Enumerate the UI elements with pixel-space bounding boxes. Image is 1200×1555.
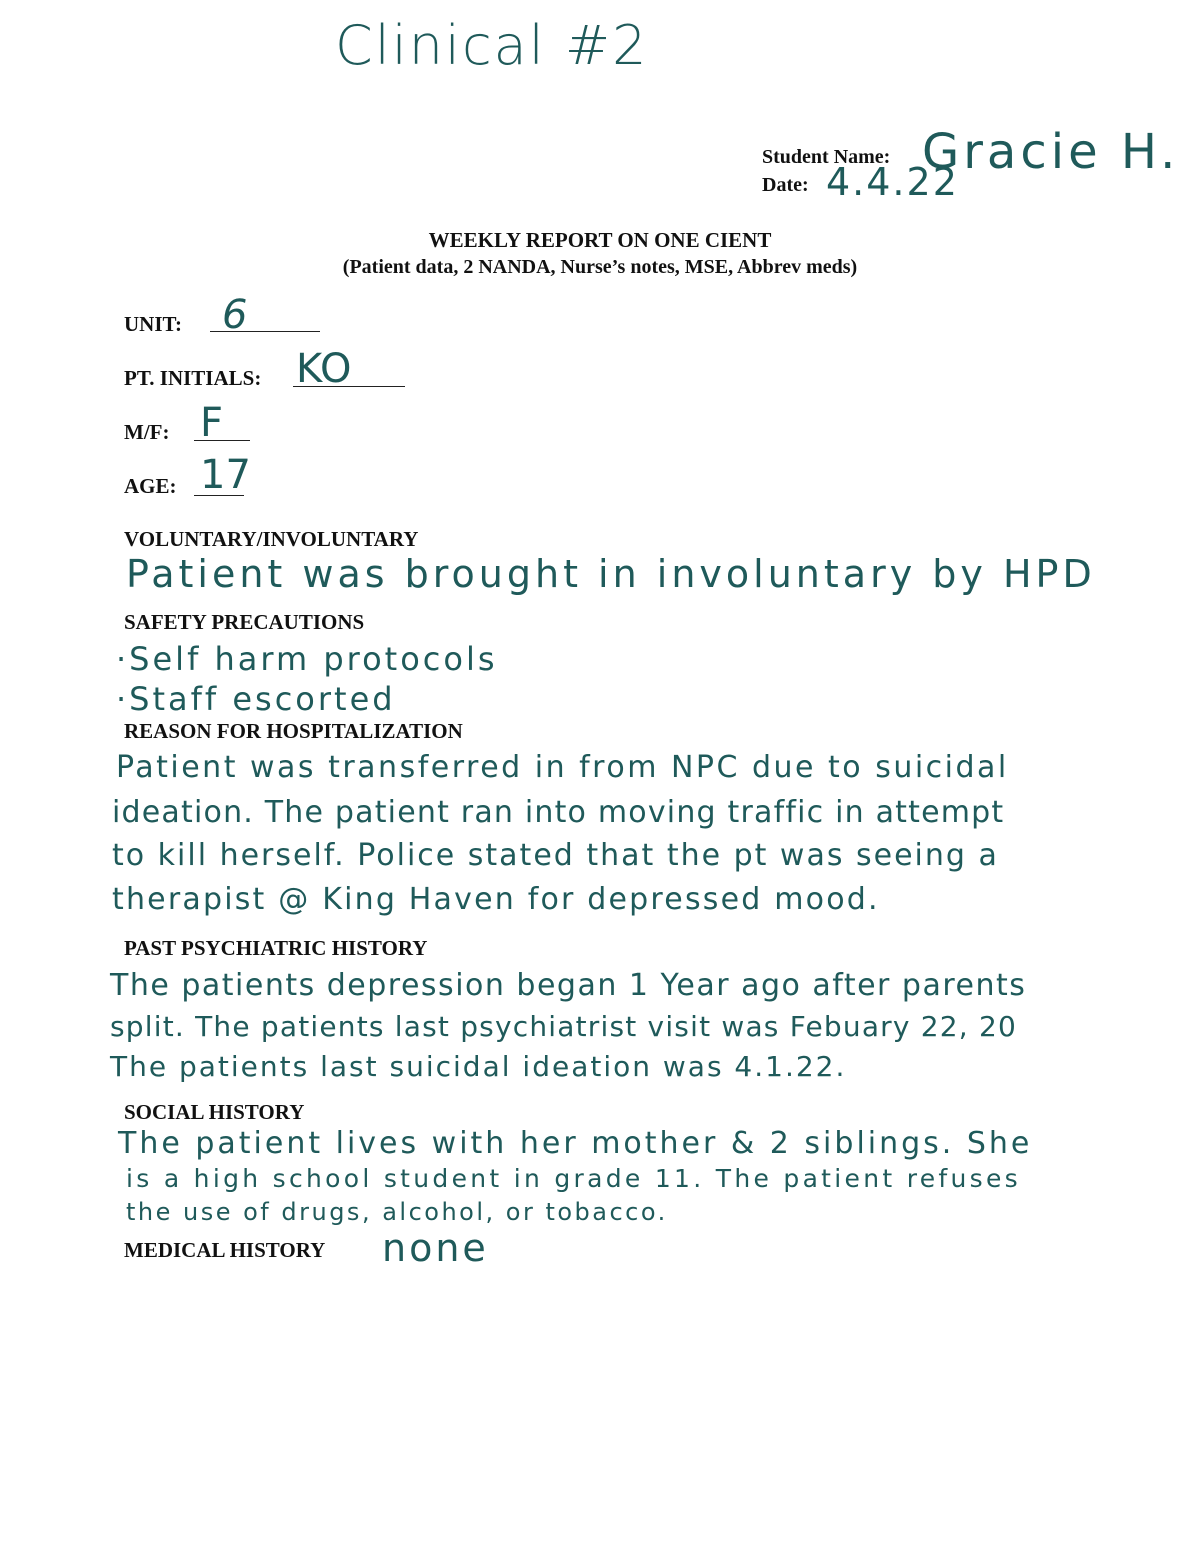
student-name-label: Student Name: [762,146,891,168]
safety-item: ·Staff escorted [116,680,396,718]
past-label: PAST PSYCHIATRIC HISTORY [124,936,428,960]
clinical-heading: Clinical #2 [335,14,649,77]
medical-value: none [382,1226,489,1270]
unit-underline [210,331,320,332]
initials-label: PT. INITIALS: [124,366,262,390]
social-line: The patient lives with her mother & 2 siblings. She [118,1126,1033,1161]
age-underline [194,495,244,496]
age-value: 17 [200,452,251,498]
social-line: is a high school student in grade 11. The patient refuses [126,1164,1021,1193]
report-subtitle: (Patient data, 2 NANDA, Nurse’s notes, MSE, Abbrev meds) [342,256,858,278]
unit-value: 6 [222,292,248,338]
sex-underline [194,440,250,441]
past-line: The patients last suicidal ideation was 4.1.22. [110,1050,847,1083]
reason-label: REASON FOR HOSPITALIZATION [124,719,463,743]
age-label: AGE: [124,474,177,498]
reason-line: to kill herself. Police stated that the pt was seeing a [112,838,999,873]
reason-line: Patient was transferred in from NPC due to suicidal [116,750,1009,785]
safety-label: SAFETY PRECAUTIONS [124,610,365,634]
reason-line: therapist @ King Haven for depressed mood. [112,882,880,917]
reason-line: ideation. The patient ran into moving traffic in attempt [112,795,1005,830]
past-line: The patients depression began 1 Year ago after parents [110,968,1027,1003]
past-line: split. The patients last psychiatrist visit was Febuary 22, 20 [110,1010,1018,1043]
sex-value: F [200,400,224,446]
social-line: the use of drugs, alcohol, or tobacco. [126,1198,668,1226]
social-label: SOCIAL HISTORY [124,1100,305,1124]
sex-label: M/F: [124,420,170,444]
initials-value: KO [296,346,352,392]
initials-underline [293,386,405,387]
report-title: WEEKLY REPORT ON ONE CIENT [428,228,772,252]
date-label: Date: [762,174,809,196]
unit-label: UNIT: [124,312,182,336]
voluntary-text: Patient was brought in involuntary by HPD [126,552,1096,596]
voluntary-label: VOLUNTARY/INVOLUNTARY [124,527,419,551]
student-name-value: Gracie H. [922,124,1180,180]
date-value: 4.4.22 [826,160,959,204]
medical-label: MEDICAL HISTORY [124,1238,326,1262]
safety-item: ·Self harm protocols [116,640,498,678]
